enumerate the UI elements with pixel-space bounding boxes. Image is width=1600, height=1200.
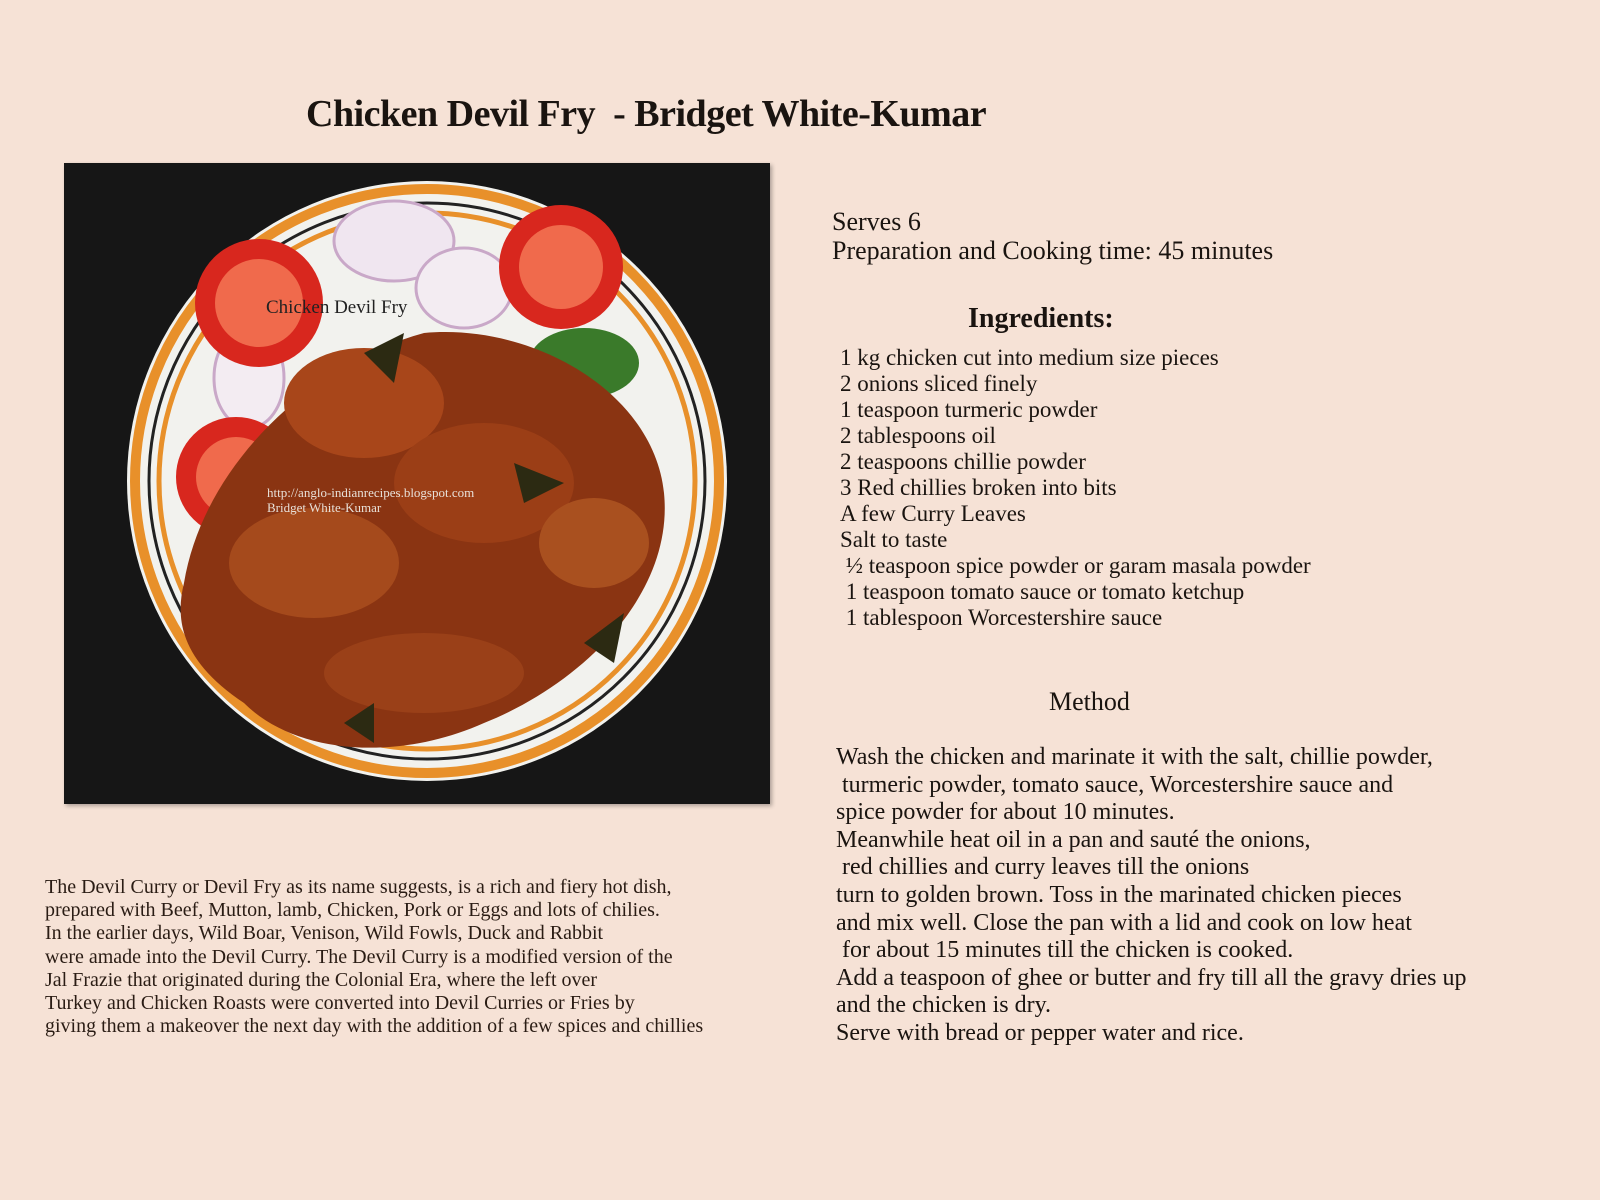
watermark-url: http://anglo-indianrecipes.blogspot.com bbox=[267, 485, 475, 500]
ingredient-item: 1 teaspoon turmeric powder bbox=[840, 397, 1098, 422]
ingredient-item: 1 tablespoon Worcestershire sauce bbox=[840, 605, 1163, 630]
method-heading: Method bbox=[1049, 687, 1130, 716]
prep-time: Preparation and Cooking time: 45 minutes bbox=[832, 236, 1274, 265]
ingredient-item: 2 onions sliced finely bbox=[840, 371, 1038, 396]
photo-caption: Chicken Devil Fry bbox=[266, 297, 408, 318]
method-line: Add a teaspoon of ghee or butter and fry till all the gravy dries up bbox=[836, 964, 1467, 991]
ingredients-list bbox=[840, 345, 1311, 631]
intro-paragraph bbox=[45, 876, 703, 1038]
page-title: Chicken Devil Fry - Bridget White-Kumar bbox=[306, 93, 987, 135]
ingredient-item: 2 teaspoons chillie powder bbox=[840, 449, 1086, 474]
watermark-author: Bridget White-Kumar bbox=[267, 500, 382, 515]
ingredient-item: 3 Red chillies broken into bits bbox=[840, 475, 1117, 500]
recipe-meta bbox=[832, 207, 1273, 265]
ingredient-item: 1 kg chicken cut into medium size pieces bbox=[840, 345, 1219, 370]
ingredient-item: Salt to taste bbox=[840, 527, 948, 552]
method-text bbox=[836, 744, 1466, 1048]
method-line: Wash the chicken and marinate it with the salt, chillie powder, bbox=[836, 744, 1433, 770]
method-line: turmeric powder, tomato sauce, Worcestershire sauce and bbox=[836, 771, 1394, 798]
intro-line: Jal Frazie that originated during the Colonial Era, where the left over bbox=[45, 968, 598, 991]
ingredient-item: 2 tablespoons oil bbox=[840, 423, 996, 448]
method-line: red chillies and curry leaves till the onions bbox=[836, 854, 1250, 881]
method-line: for about 15 minutes till the chicken is cooked. bbox=[836, 937, 1294, 964]
photo-watermark bbox=[267, 485, 474, 515]
ingredient-item: ½ teaspoon spice powder or garam masala powder bbox=[840, 553, 1311, 578]
method-line: spice powder for about 10 minutes. bbox=[836, 799, 1175, 826]
serves: Serves 6 bbox=[832, 207, 921, 236]
intro-line: were amade into the Devil Curry. The Devil Curry is a modified version of the bbox=[45, 945, 673, 968]
intro-line: Turkey and Chicken Roasts were converted into Devil Curries or Fries by bbox=[45, 992, 635, 1015]
intro-line: giving them a makeover the next day with the addition of a few spices and chillies bbox=[45, 1015, 704, 1038]
intro-line: The Devil Curry or Devil Fry as its name suggests, is a rich and fiery hot dish, bbox=[45, 876, 672, 898]
onion-slice bbox=[416, 248, 512, 328]
method-line: Serve with bread or pepper water and rice. bbox=[836, 1019, 1244, 1046]
ingredient-item: A few Curry Leaves bbox=[840, 501, 1026, 526]
method-line: Meanwhile heat oil in a pan and sauté the onions, bbox=[836, 826, 1311, 853]
method-line: and mix well. Close the pan with a lid and cook on low heat bbox=[836, 909, 1412, 936]
ingredient-item: 1 teaspoon tomato sauce or tomato ketchup bbox=[840, 579, 1245, 604]
dish-photo bbox=[64, 163, 770, 804]
method-line: and the chicken is dry. bbox=[836, 992, 1052, 1019]
plate-illustration bbox=[64, 163, 770, 804]
method-line: turn to golden brown. Toss in the marinated chicken pieces bbox=[836, 881, 1402, 908]
intro-line: prepared with Beef, Mutton, lamb, Chicken, Pork or Eggs and lots of chilies. bbox=[45, 899, 660, 922]
intro-line: In the earlier days, Wild Boar, Venison, Wild Fowls, Duck and Rabbit bbox=[45, 922, 604, 945]
ingredients-heading: Ingredients: bbox=[968, 303, 1114, 334]
